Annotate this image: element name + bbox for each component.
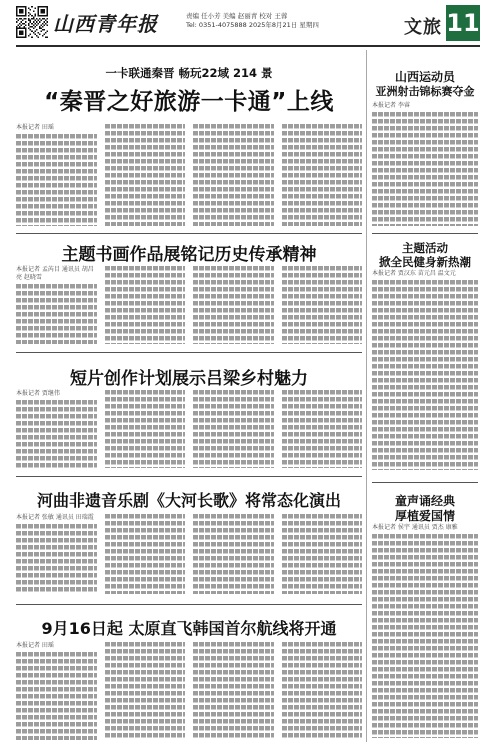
article-body-text bbox=[16, 524, 97, 594]
article-body-column bbox=[193, 390, 274, 468]
article-body-text bbox=[16, 284, 97, 344]
article-body bbox=[16, 124, 362, 226]
article-body-column bbox=[193, 514, 274, 594]
article-byline: 本报记者 侯宇 通讯员 贾杰 康雅 bbox=[372, 524, 458, 531]
sidebar-headline-line2: 掀全民健身新热潮 bbox=[379, 255, 471, 269]
article-body-text bbox=[282, 124, 363, 226]
article-divider bbox=[16, 604, 362, 605]
article-body-text bbox=[105, 642, 186, 740]
article-lvliang-short-film bbox=[16, 356, 362, 472]
article-body-text bbox=[282, 266, 363, 344]
newspaper-masthead: 山西青年报 bbox=[53, 12, 158, 36]
article-body-column bbox=[16, 266, 97, 344]
article-body-column bbox=[282, 124, 363, 226]
article-body-column bbox=[193, 124, 274, 226]
article-headline: 9月16日起 太原直飞韩国首尔航线将开通 bbox=[41, 619, 337, 638]
article-body-text bbox=[282, 514, 363, 594]
article-body-column bbox=[193, 642, 274, 740]
article-body bbox=[16, 266, 362, 344]
article-body-column bbox=[105, 514, 186, 594]
article-body-column bbox=[105, 642, 186, 740]
article-headline: 河曲非遗音乐剧《大河长歌》将常态化演出 bbox=[36, 491, 341, 510]
article-body bbox=[16, 642, 362, 740]
column-divider bbox=[366, 50, 367, 742]
header-divider bbox=[16, 45, 480, 47]
article-body-column bbox=[282, 390, 363, 468]
article-body-text bbox=[105, 514, 186, 594]
sidebar-headline-line1: 山西运动员 bbox=[394, 70, 455, 84]
article-byline: 本报记者 张敏 通讯员 田瑞霞 bbox=[16, 514, 94, 521]
article-body-column bbox=[193, 266, 274, 344]
article-body-text bbox=[372, 280, 478, 470]
article-body-text bbox=[105, 390, 186, 468]
article-body-text bbox=[193, 642, 274, 740]
article-body-text bbox=[372, 534, 478, 738]
article-tourism-card bbox=[16, 52, 362, 230]
article-headline: “秦晋之好旅游一卡通”上线 bbox=[44, 89, 334, 115]
article-body-text bbox=[105, 124, 186, 226]
article-body-column bbox=[16, 124, 97, 226]
article-body bbox=[372, 534, 478, 738]
article-body-column bbox=[105, 390, 186, 468]
contact-date-line: Tel: 0351-4075888 2025年8月21日 星期四 bbox=[186, 21, 319, 29]
qr-code-icon bbox=[16, 6, 48, 38]
article-body-column bbox=[282, 266, 363, 344]
article-hequ-musical bbox=[16, 480, 362, 600]
article-body-column bbox=[16, 514, 97, 594]
sidebar-article-shooting bbox=[372, 52, 478, 230]
article-body-column bbox=[105, 124, 186, 226]
article-body-text bbox=[16, 652, 97, 740]
article-body-text bbox=[282, 390, 363, 468]
article-body-text bbox=[16, 400, 97, 468]
article-calligraphy-exhibition bbox=[16, 236, 362, 348]
article-divider bbox=[16, 233, 362, 234]
sidebar-headline-line2: 亚洲射击锦标赛夺金 bbox=[375, 85, 475, 98]
sidebar-headline-line1: 童声诵经典 bbox=[394, 494, 455, 508]
article-headline: 短片创作计划展示吕梁乡村魅力 bbox=[70, 369, 308, 389]
editors-line: 责编 任小芳 美编 赵丽青 校对 王蓉 bbox=[186, 12, 288, 20]
article-divider bbox=[372, 233, 478, 234]
article-divider bbox=[16, 476, 362, 477]
article-body-text bbox=[282, 642, 363, 740]
article-byline: 本报记者 贾继伟 bbox=[16, 390, 60, 397]
sidebar-headline-line2: 厚植爱国情 bbox=[394, 509, 455, 523]
article-body bbox=[16, 514, 362, 594]
section-name: 文旅 bbox=[404, 17, 442, 38]
page-number-badge: 11 bbox=[446, 5, 480, 41]
article-body-column bbox=[16, 390, 97, 468]
article-body-text bbox=[193, 390, 274, 468]
article-body bbox=[372, 112, 478, 226]
article-body-text bbox=[372, 112, 478, 226]
article-body-text bbox=[193, 266, 274, 344]
article-headline: 主题书画作品展铭记历史传承精神 bbox=[61, 245, 317, 265]
sidebar-article-children-recital bbox=[372, 486, 478, 742]
article-body-text bbox=[105, 266, 186, 344]
sidebar-article-fitness bbox=[372, 236, 478, 476]
article-body-text bbox=[193, 514, 274, 594]
article-byline: 本报记者 贾汉东 苗元昌 温文元 bbox=[372, 270, 456, 277]
article-byline: 本报记者 田瑶 bbox=[16, 642, 54, 649]
header-info bbox=[186, 12, 319, 30]
article-body-column bbox=[282, 642, 363, 740]
article-byline: 本报记者 田瑶 bbox=[16, 124, 54, 131]
article-body bbox=[372, 280, 478, 470]
article-seoul-flight bbox=[16, 608, 362, 742]
article-divider bbox=[372, 482, 478, 483]
article-byline: 本报记者 孟芮目 通讯员 胡昌亮 赵晓雪 bbox=[16, 266, 94, 281]
article-divider bbox=[16, 352, 362, 353]
article-body-column bbox=[282, 514, 363, 594]
article-kicker: 一卡联通秦晋 畅玩22域 214 景 bbox=[105, 66, 273, 80]
article-body-column bbox=[105, 266, 186, 344]
article-body-text bbox=[193, 124, 274, 226]
article-body bbox=[16, 390, 362, 468]
article-body-text bbox=[16, 134, 97, 226]
sidebar-headline-line1: 主题活动 bbox=[402, 241, 448, 255]
article-body-column bbox=[16, 642, 97, 740]
article-byline: 本报记者 李睿 bbox=[372, 102, 410, 109]
